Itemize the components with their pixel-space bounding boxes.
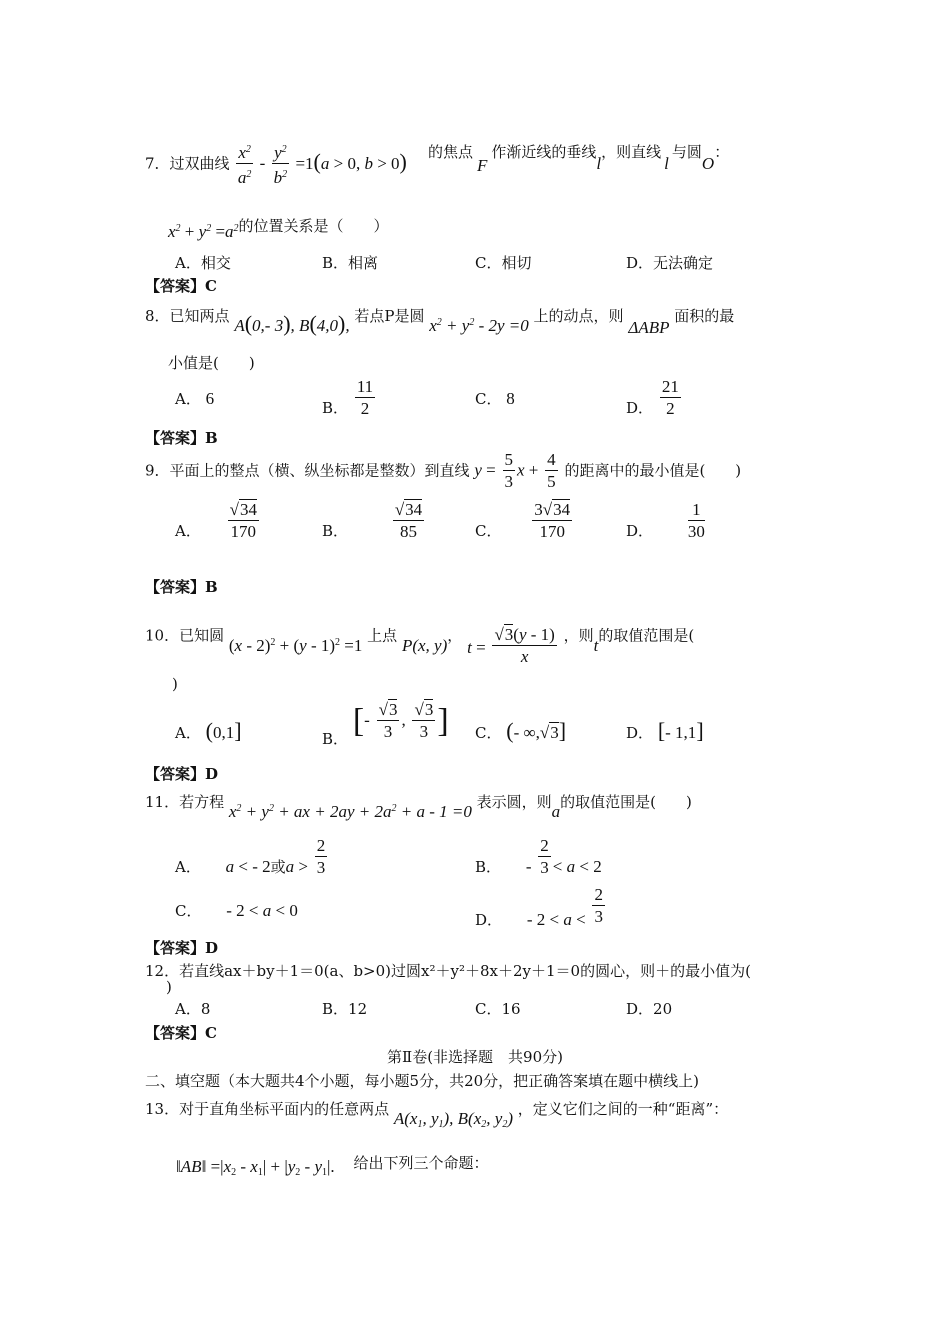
q7-option-b: B．相离 bbox=[322, 254, 379, 272]
q7-stem: 7．过双曲线 $\frac{x^2}{a^2}$ - $\frac{y^2}{b^2}$ =1(a > 0, b > 0) bbox=[145, 140, 407, 189]
q7-option-d: D．无法确定 bbox=[626, 254, 714, 272]
q9-option-b: B． $\frac{√34}{85}$ bbox=[322, 500, 423, 541]
q11-option-d: D． - 2 < a < $\frac{2}{3}$ bbox=[475, 885, 603, 929]
q12-line2: ) bbox=[166, 978, 172, 996]
q12-option-d: D．20 bbox=[626, 1000, 673, 1018]
q12-option-c: C．16 bbox=[475, 1000, 521, 1018]
q13-stem: 13．对于直角坐标平面内的任意两点 $A(x_1$, $y_1$), $B(x_2$, $y_2$) ，定义它们之间的一种“距离”： bbox=[145, 1100, 729, 1130]
q10-line2: ) bbox=[172, 675, 178, 693]
q12-option-b: B．12 bbox=[322, 1000, 368, 1018]
q11-option-b: B． - $\frac{2}{3}$ < a < 2 bbox=[475, 836, 602, 877]
q10-stem: 10．已知圆 (x - 2)$^2$ + (y - 1)$^2$ =1 上点 P(x, y)， t = $\frac{√3(y - 1)}{x}$ ，则t的取值范围是( bbox=[145, 625, 695, 666]
section-title: 第Ⅱ卷(非选择题 共90分) bbox=[387, 1048, 563, 1066]
q7-option-c: C．相切 bbox=[475, 254, 532, 272]
q11-stem: 11．若方程 $x^2 + y^2$ + ax + $2ay + 2a^2 + a - 1 =0$ 表示圆，则a的取值范围是( ) bbox=[145, 793, 692, 821]
q10-option-b: B． [- $\frac{√3}{3}$ , $\frac{√3}{3}$ ] bbox=[322, 700, 449, 748]
q7-stem-cont: 的焦点F作渐近线的垂线l，则直线l与圆O： bbox=[428, 143, 730, 175]
q12-answer: 【答案】C bbox=[145, 1024, 217, 1042]
q8-option-a: A． 6 bbox=[175, 389, 215, 408]
q10-option-d: D． [- 1,1] bbox=[626, 718, 704, 743]
q11-option-c: C． - 2 < a < 0 bbox=[175, 901, 298, 920]
q9-option-a: A． $\frac{√34}{170}$ bbox=[175, 500, 257, 541]
q7-answer: 【答案】C bbox=[145, 277, 217, 295]
q11-answer: 【答案】D bbox=[145, 939, 219, 957]
q8-option-d: D． $\frac{21}{2}$ bbox=[626, 377, 679, 418]
q8-answer: 【答案】B bbox=[145, 429, 218, 447]
q12-option-a: A．8 bbox=[175, 1000, 211, 1018]
q13-line2: ‖AB‖ $=|x_2 - x_1| + |y_2 - y_1|$. 给出下列三个命题： bbox=[176, 1154, 489, 1178]
section-two-heading: 二、填空题（本大题共4个小题，每小题5分，共20分，把正确答案填在题中横线上) bbox=[145, 1072, 700, 1090]
q9-option-d: D． $\frac{1}{30}$ bbox=[626, 500, 705, 541]
q12-stem: 12．若直线ax＋by＋1＝0(a、b>0)过圆x²＋y²＋8x＋2y＋1＝0的圆心，则＋的最小值为( bbox=[145, 962, 751, 980]
q9-stem: 9．平面上的整点（横、纵坐标都是整数）到直线 y = $\frac{5}{3}$ x + $\frac{4}{5}$ 的距离中的最小值是( ) bbox=[145, 450, 742, 491]
q10-answer: 【答案】D bbox=[145, 765, 219, 783]
q7-option-a: A．相交 bbox=[175, 254, 231, 272]
q9-option-c: C． $\frac{3√34}{170}$ bbox=[475, 500, 571, 541]
q8-stem: 8．已知两点 A(0,- 3), B(4,0), 若点P是圆 $x^2 + y^2 - 2y =0$ 上的动点，则 ΔABP 面积的最 bbox=[145, 307, 735, 337]
q8-option-b: B． $\frac{11}{2}$ bbox=[322, 377, 374, 418]
q10-option-c: C． (- ∞,√3] bbox=[475, 718, 567, 743]
q9-answer: 【答案】B bbox=[145, 578, 218, 596]
q7-line2: $x^2 + y^2 =a^2$的位置关系是（ ） bbox=[168, 217, 389, 241]
q11-option-a: A． a < - 2或a > $\frac{2}{3}$ bbox=[175, 836, 326, 877]
q10-option-a: A． (0,1] bbox=[175, 718, 242, 743]
q7-frac-x: $\frac{x^2}{a^2}$ bbox=[236, 140, 253, 189]
q8-line2: 小值是( ) bbox=[168, 354, 255, 372]
q8-option-c: C． 8 bbox=[475, 389, 515, 408]
q7-frac-y: $\frac{y^2}{b^2}$ bbox=[272, 140, 289, 189]
